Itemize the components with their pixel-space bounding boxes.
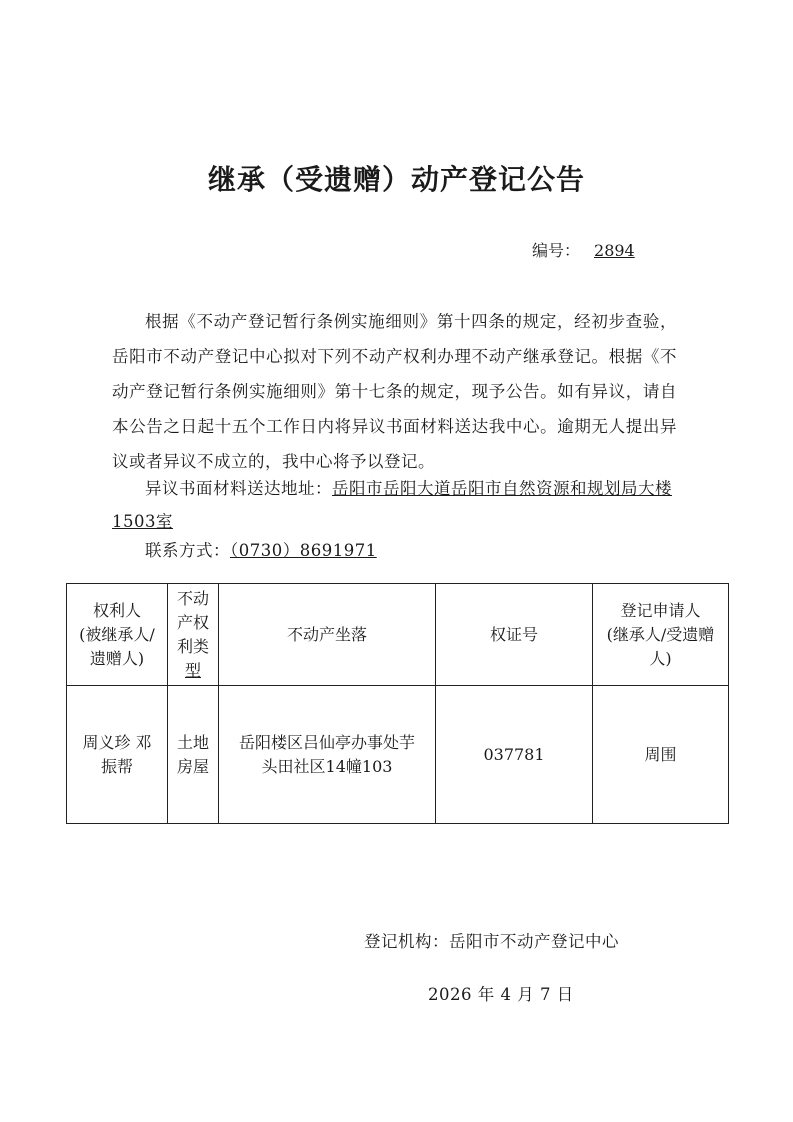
registration-table [66, 583, 729, 824]
cell-location-line: 岳阳楼区吕仙亭办事处芋 [238, 732, 415, 752]
contact-phone: （0730）8691971 [230, 541, 377, 560]
header-holder-line: (被继承人/ [79, 624, 155, 644]
header-applicant [593, 584, 729, 686]
header-holder [67, 584, 168, 686]
header-applicant-line: 登记申请人 [620, 600, 701, 620]
cell-holder-line: 周义珍 邓 [82, 732, 152, 752]
cell-type-line: 房屋 [176, 756, 209, 776]
document-title: 继承（受遗赠）动产登记公告 [207, 163, 585, 196]
objection-address-value: 岳阳市岳阳大道岳阳市自然资源和规划局大楼1503室 [112, 479, 672, 531]
objection-address-label: 异议书面材料送达地址： [145, 479, 332, 498]
table-header-row [67, 584, 729, 686]
header-type-line: 型 [184, 660, 201, 680]
objection-address [112, 472, 677, 538]
cell-holder-line: 振帮 [100, 756, 133, 776]
header-type-line: 产权 [176, 612, 209, 632]
header-holder-line: 遗赠人) [89, 648, 145, 668]
header-right-type [168, 584, 219, 686]
header-location: 不动产坐落 [219, 584, 436, 686]
contact-label: 联系方式： [145, 541, 230, 560]
contact-info [112, 537, 391, 565]
table-row [67, 686, 729, 824]
header-cert-no: 权证号 [436, 584, 593, 686]
cell-cert-no: 037781 [436, 686, 593, 824]
cell-right-type [168, 686, 219, 824]
cell-type-line: 土地 [176, 732, 209, 752]
header-type-line: 不动 [176, 588, 209, 608]
header-type-line: 利类 [176, 636, 209, 656]
document-number-value: 2894 [594, 241, 635, 260]
cell-location [219, 686, 436, 824]
registration-authority: 登记机构：岳阳市不动产登记中心 [364, 932, 619, 951]
document-number-label: 编号： [532, 241, 581, 260]
document-number [532, 240, 635, 262]
cell-location-line: 头田社区14幢103 [261, 756, 393, 776]
header-holder-line: 权利人 [92, 600, 141, 620]
header-applicant-line: (继承人/受遗赠 [606, 624, 715, 644]
cell-holder [67, 686, 168, 824]
header-applicant-line: 人) [649, 648, 672, 668]
announcement-paragraph: 根据《不动产登记暂行条例实施细则》第十四条的规定，经初步查验，岳阳市不动产登记中心拟对下列不动产权利办理不动产继承登记。根据《不动产登记暂行条例实施细则》第十七条的规定，现予公告。如有异议，请自本公告之日起十五个工作日内将异议书面材料送达我中心。逾期无人提出异议或者异议不成立的，我中心将予以登记。 [112, 312, 677, 471]
cell-applicant: 周围 [593, 686, 729, 824]
announcement-date: 2026 年 4 月 7 日 [428, 985, 574, 1004]
